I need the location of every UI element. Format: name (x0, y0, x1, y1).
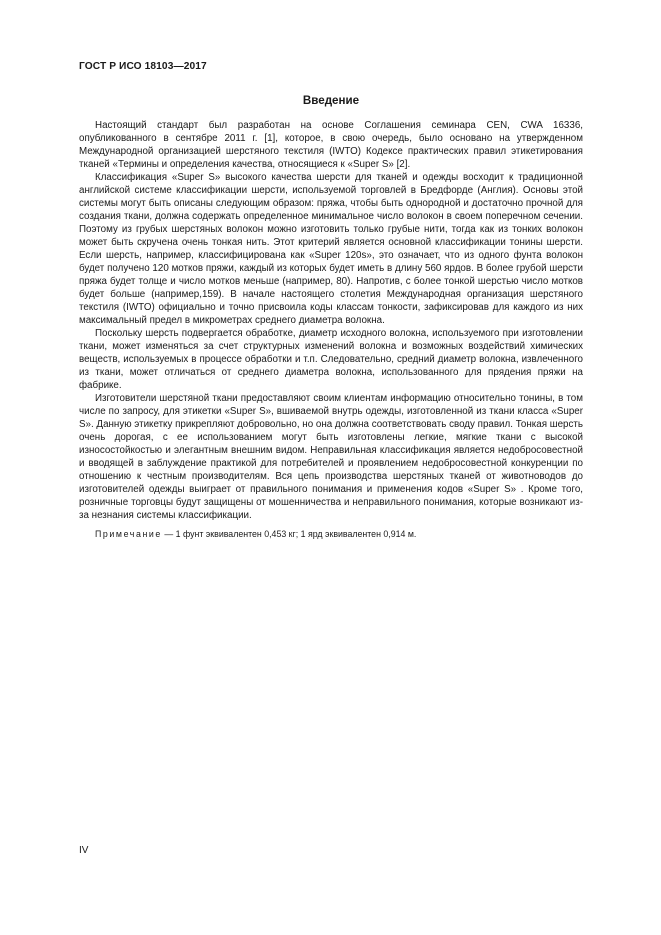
paragraph: Изготовители шерстяной ткани предоставляют своим клиентам информацию относительно тонины, в том числе по запросу, для этикетки «Super S», вшиваемой внутрь одежды, изготовленной из ткани класса «Super S». Данную этикетку прикрепляют добровольно, но она должна соответствовать своду правил. Тонкая шерсть очень дорогая, с ее использованием могут быть изготовлены легкие, мягкие ткани с высокой износостойкостью и элегантным внешним видом. Неправильная классификация является недобросовестной и вводящей в заблуждение практикой для потребителей и проявлением недобросовестной конкуренции по отношению к честным производителям. Вся цепь производства шерстяных тканей от животноводов до изготовителей одежды выиграет от правильного понимания и применения кодов «Super S» . Кроме того, розничные торговцы будут защищены от мошенничества и неправильного понимания, которые возникают из-за незнания системы классификации. (79, 393, 583, 521)
section-title: Введение (302, 94, 360, 107)
paragraph: Поскольку шерсть подвергается обработке, диаметр исходного волокна, используемого при изготовлении ткани, может изменяться за счет структурных изменений волокна и возможных воздействий химических веществ, используемых в процессе обработки и т.п. Следовательно, средний диаметр волокна, извлеченного из ткани, может отличаться от среднего диаметра волокна, использованного для прядения пряжи на фабрике. (79, 328, 583, 391)
paragraph: Настоящий стандарт был разработан на основе Соглашения семинара CEN, CWA 16336, опубликованного в сентябре 2011 г. [1], которое, в свою очередь, было основано на утвержденном Международной организацией шерстяного текстиля (IWTO) Кодексе практических правил этикетирования тканей «Термины и определения качества, относящиеся к «Super S» [2]. (79, 120, 583, 170)
body-text (79, 119, 583, 541)
note (79, 528, 583, 541)
paragraph: Классификация «Super S» высокого качества шерсти для тканей и одежды восходит к традиционной английской системе классификации шерсти, используемой торговлей в Бредфорде (Англия). Основы этой системы могут быть описаны следующим образом: пряжа, чтобы быть однородной и достаточно прочной для создания ткани, должна содержать определенное минимальное число волокон в своем поперечном сечении. Поэтому из грубых шерстяных волокон можно изготовить только грубые нити, тогда как из тонких волокон может быть скручена очень тонкая нить. Этот критерий является основной классификации тонины шерсти. Если шерсть, например, классифицирована как «Super 120s», это означает, что из одного фунта волокон будет получено 120 мотков пряжи, каждый из которых будет иметь в длину 560 ярдов. В более грубой шерсти пряжа будет толще и число мотков меньше (например, 80). Напротив, с более тонкой шерстью число мотков будет больше (например,159). В начале настоящего столетия Международная организация шерстяного текстиля (IWTO) официально и точно присвоила коды классам тонкости, зафиксировав для каждого из них максимальный предел в микрометрах среднего диаметра волокна. (79, 172, 583, 326)
note-label: Примечание (95, 529, 162, 539)
note-text: — 1 фунт эквивалентен 0,453 кг; 1 ярд эквивалентен 0,914 м. (161, 529, 417, 539)
page-number: IV (79, 845, 89, 856)
document-header: ГОСТ Р ИСО 18103—2017 (79, 61, 207, 72)
